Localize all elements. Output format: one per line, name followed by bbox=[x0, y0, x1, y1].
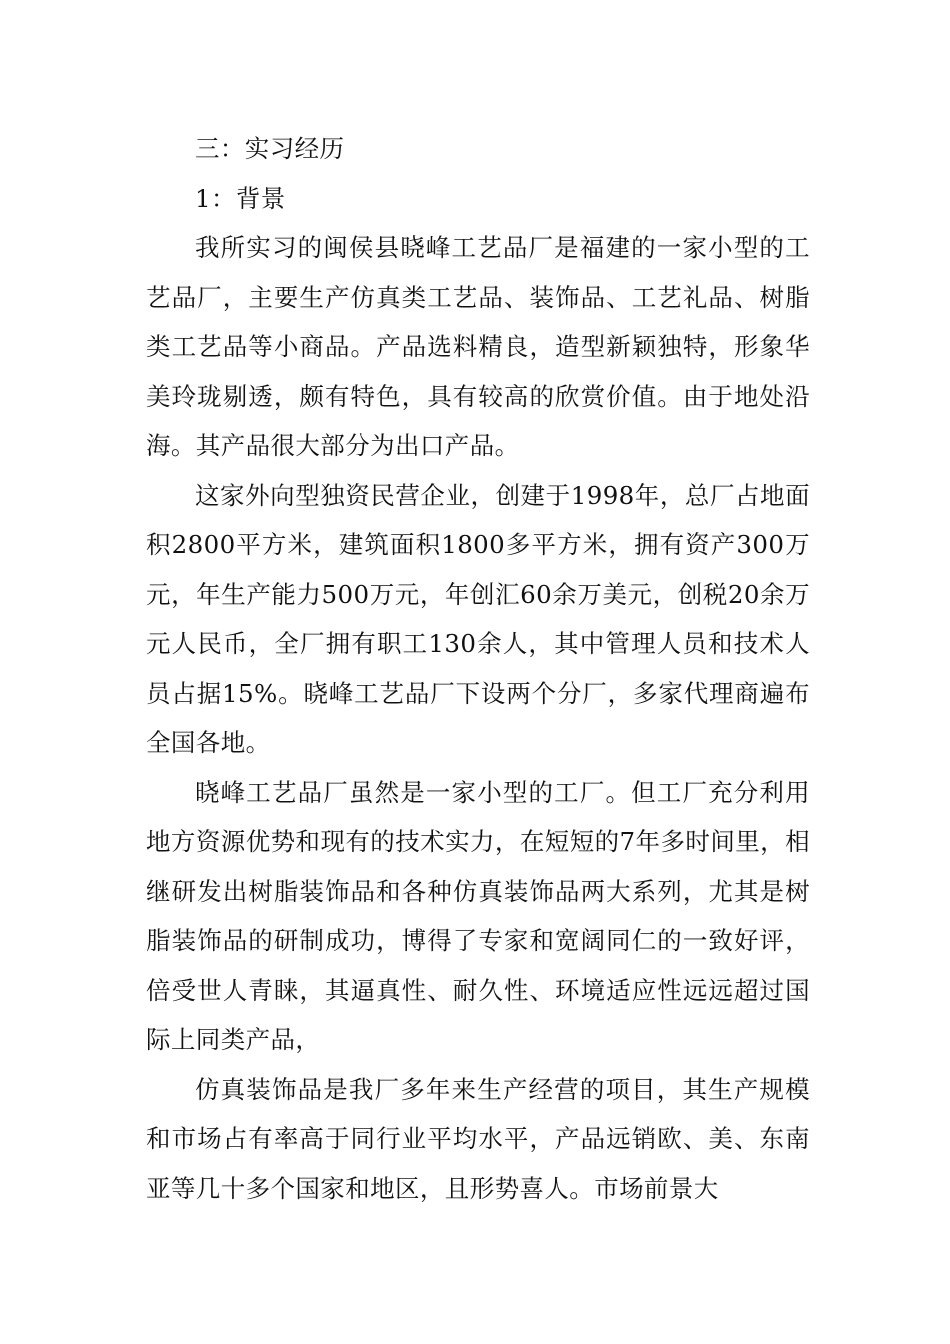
section-heading: 三：实习经历 bbox=[195, 134, 345, 163]
paragraph-company-facts: 这家外向型独资民营企业，创建于1998年，总厂占地面积2800平方米，建筑面积1800多平方米，拥有资产300万元，年生产能力500万元，年创汇60余万美元，创税20余万元人民币，全厂拥有职工130余人，其中管理人员和技术人员占据15%。晓峰工艺品厂下设两个分厂，多家代理商遍布全国各地。 bbox=[146, 480, 810, 757]
paragraph-company-products: 晓峰工艺品厂虽然是一家小型的工厂。但工厂充分利用地方资源优势和现有的技术实力，在短短的7年多时间里，相继研发出树脂装饰品和各种仿真装饰品两大系列，尤其是树脂装饰品的研制成功，博得了专家和宽阔同仁的一致好评，倍受世人青睐，其逼真性、耐久性、环境适应性远远超过国际上同类产品， bbox=[146, 777, 810, 1054]
paragraph-market: 仿真装饰品是我厂多年来生产经营的项目，其生产规模和市场占有率高于同行业平均水平，产品远销欧、美、东南亚等几十多个国家和地区，且形势喜人。市场前景大 bbox=[146, 1074, 810, 1203]
subsection-heading: 1：背景 bbox=[195, 183, 286, 213]
paragraph-company-intro: 我所实习的闽侯县晓峰工艺品厂是福建的一家小型的工艺品厂，主要生产仿真类工艺品、装饰品、工艺礼品、树脂类工艺品等小商品。产品选料精良，造型新颖独特，形象华美玲珑剔透，颇有特色，具有较高的欣赏价值。由于地处沿海。其产品很大部分为出口产品。 bbox=[146, 233, 810, 460]
document-body bbox=[146, 124, 810, 1213]
